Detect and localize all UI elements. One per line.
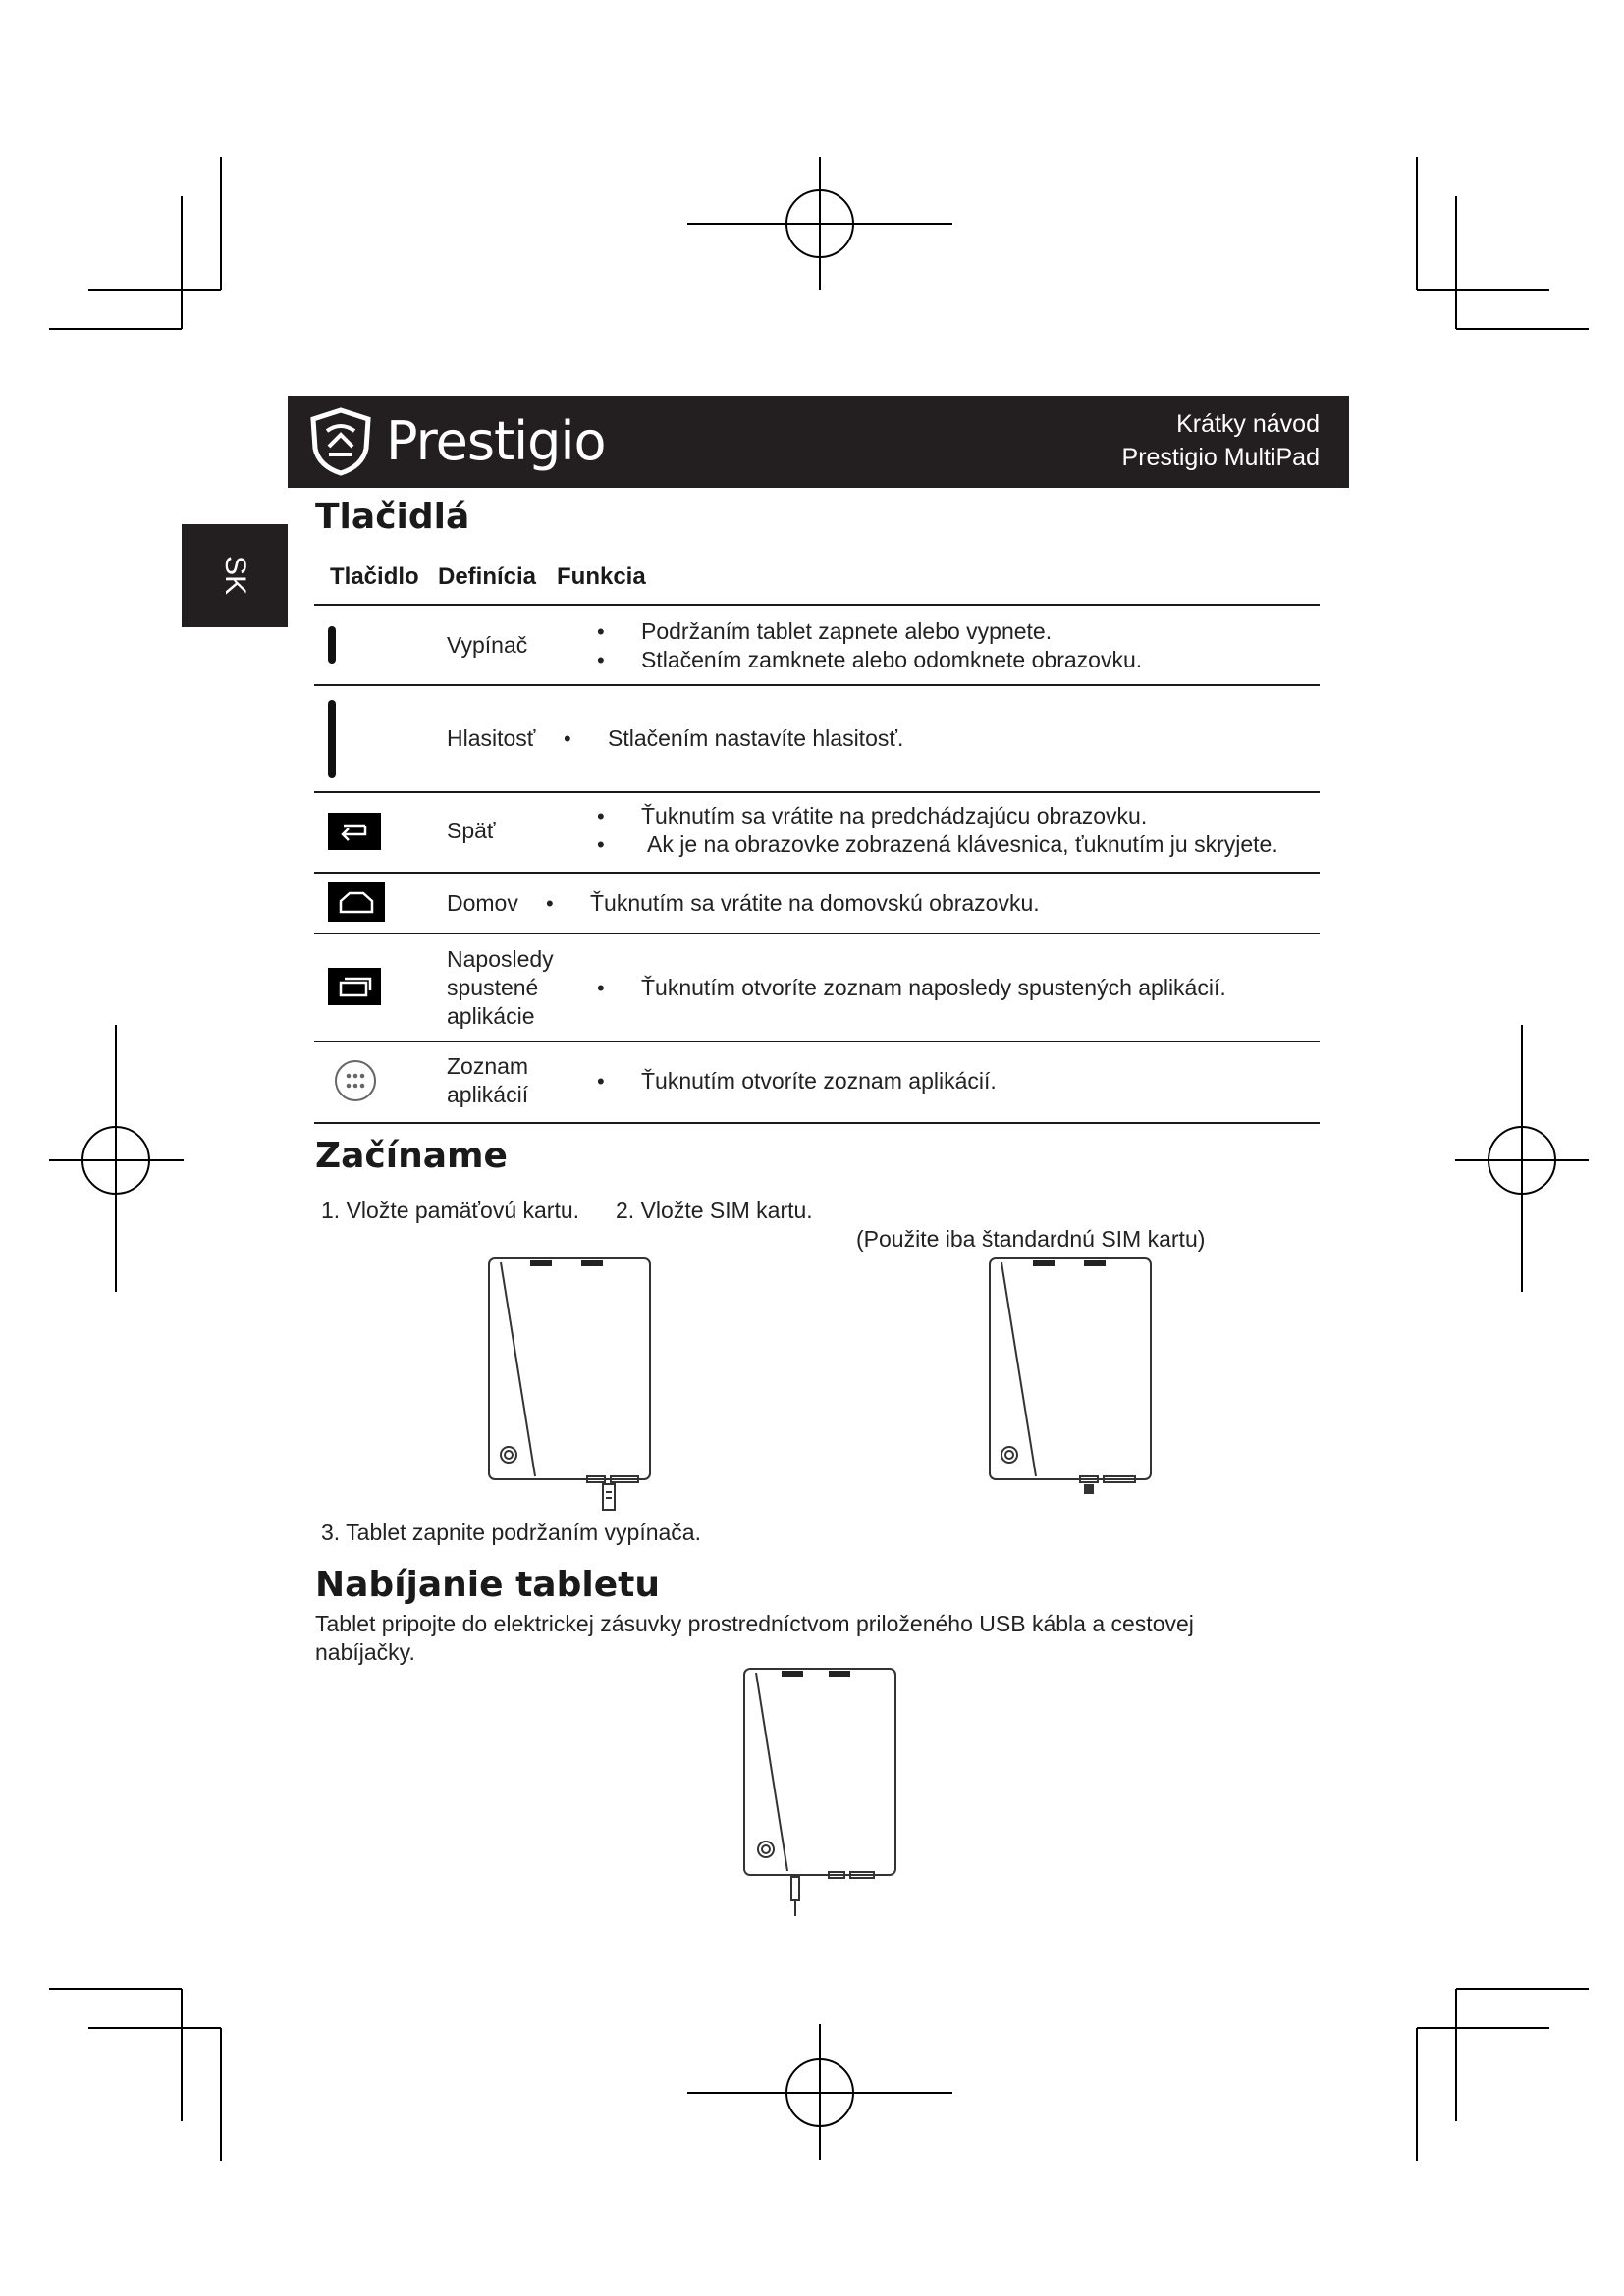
back-icon <box>328 813 381 850</box>
table-row <box>314 606 1320 684</box>
table-rule <box>314 1122 1320 1124</box>
step-3: 3. Tablet zapnite podržaním vypínača. <box>321 1520 701 1545</box>
header-titles <box>1122 407 1320 474</box>
definition-line: spustené <box>447 975 539 1000</box>
language-tab <box>182 524 288 627</box>
function-item: • Ťuknutím sa vrátite na predchádzajúcu obrazovku. <box>597 802 1278 830</box>
volume-key-icon <box>328 700 336 778</box>
section-title-charging: Nabíjanie tabletu <box>315 1565 660 1605</box>
definition-cell: Späť <box>447 818 496 843</box>
charging-text: Tablet pripojte do elektrickej zásuvky prostredníctvom priloženého USB kábla a cestovej nabíjačky. <box>315 1611 1194 1665</box>
app-list-icon <box>334 1059 377 1102</box>
language-code: SK <box>219 555 251 596</box>
home-icon <box>328 882 385 922</box>
definition-cell: Vypínač <box>447 632 528 658</box>
header-bar <box>288 396 1349 488</box>
function-item: • Ak je na obrazovke zobrazená klávesnica, ťuknutím ju skryjete. <box>597 830 1278 859</box>
table-row <box>314 686 1320 791</box>
function-list <box>597 802 1278 859</box>
section-title-buttons: Tlačidlá <box>315 497 470 537</box>
product-name: Prestigio MultiPad <box>1121 444 1320 471</box>
function-list <box>597 617 1142 674</box>
function-item: • Ťuknutím otvoríte zoznam aplikácií. <box>597 1067 997 1095</box>
definition-line: aplikácie <box>447 1003 535 1029</box>
definition-cell: Hlasitosť <box>447 725 536 751</box>
table-row <box>314 793 1320 872</box>
recent-apps-icon <box>328 968 381 1005</box>
function-item: • Stlačením zamknete alebo odomknete obrazovku. <box>597 646 1142 674</box>
table-row <box>314 874 1320 933</box>
definition-line: Naposledy <box>447 946 554 972</box>
definition-cell: Domov <box>447 890 518 916</box>
step-2: 2. Vložte SIM kartu. <box>616 1198 813 1223</box>
definition-cell <box>447 945 554 1031</box>
shield-crest-icon <box>309 407 372 476</box>
function-list <box>597 974 1226 1002</box>
power-key-icon <box>328 626 336 664</box>
column-header-button: Tlačidlo <box>330 563 419 590</box>
prestigio-logo <box>309 407 605 476</box>
function-list <box>564 724 903 753</box>
definition-line: aplikácií <box>447 1082 529 1107</box>
column-header-definition: Definícia <box>438 563 537 590</box>
function-item: • Podržaním tablet zapnete alebo vypnete. <box>597 617 1142 646</box>
tablet-sim-card-illustration <box>982 1249 1159 1494</box>
definition-line: Zoznam <box>447 1053 529 1079</box>
step-2-note: (Použite iba štandardnú SIM kartu) <box>856 1226 1206 1252</box>
function-item: • Ťuknutím sa vrátite na domovskú obrazovku. <box>546 889 1040 918</box>
step-1: 1. Vložte pamäťovú kartu. <box>321 1198 580 1223</box>
function-list <box>597 1067 997 1095</box>
function-list <box>546 889 1040 918</box>
table-row <box>314 1042 1320 1122</box>
function-item: • Stlačením nastavíte hlasitosť. <box>564 724 903 753</box>
function-item: • Ťuknutím otvoríte zoznam naposledy spustených aplikácií. <box>597 974 1226 1002</box>
brand-name: Prestigio <box>386 410 606 472</box>
tablet-memory-card-illustration <box>481 1249 658 1514</box>
table-row <box>314 934 1320 1041</box>
doc-title: Krátky návod <box>1176 410 1320 438</box>
section-title-getting-started: Začíname <box>315 1136 508 1176</box>
column-header-function: Funkcia <box>557 563 646 590</box>
definition-cell <box>447 1052 528 1109</box>
tablet-charging-illustration <box>738 1665 905 1920</box>
